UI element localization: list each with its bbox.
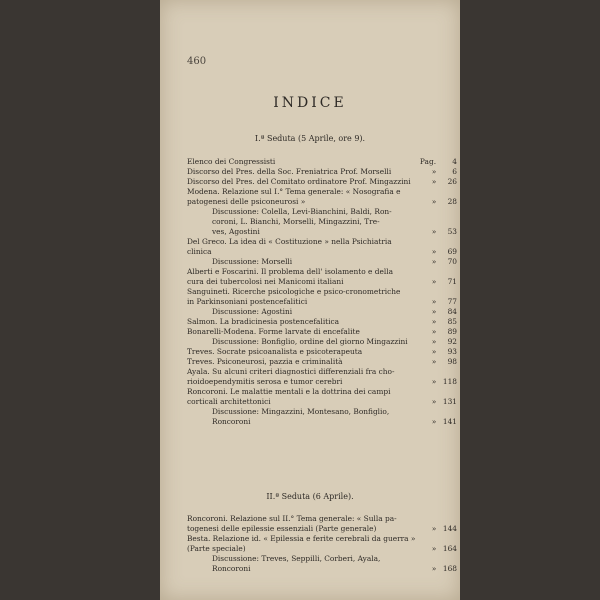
- toc-entry: [187, 357, 457, 367]
- toc-page-number: 141: [442, 417, 457, 426]
- toc-page-marker: »: [431, 397, 437, 406]
- toc-page-number: 6: [452, 167, 457, 176]
- toc-entry: [187, 367, 457, 387]
- toc-page-marker: »: [431, 257, 437, 266]
- toc-page-number: 53: [447, 227, 457, 236]
- toc-entry-text: Treves. Socrate psicoanalista e psicoterapeuta: [187, 347, 363, 356]
- toc-entry-text: ves, Agostini: [212, 227, 260, 236]
- toc-entry-text: corticali architettonici: [187, 397, 271, 406]
- toc-page-number: 84: [447, 307, 457, 316]
- toc-entry-text: Discussione: Morselli: [212, 257, 293, 266]
- toc-page-marker: »: [431, 524, 437, 533]
- toc-entry: [187, 554, 457, 574]
- toc-entry: [187, 237, 457, 257]
- toc-page-number: 98: [447, 357, 457, 366]
- toc-entry-text: (Parte speciale): [187, 544, 246, 553]
- toc-entry-text: Elenco dei Congressisti: [187, 157, 276, 166]
- toc-page-marker: »: [431, 307, 437, 316]
- toc-page-number: 92: [447, 337, 457, 346]
- toc-entry-text: rioidoependymitis serosa e tumor cerebri: [187, 377, 343, 386]
- toc-entry: [187, 177, 457, 187]
- toc-page-marker: »: [431, 327, 437, 336]
- toc-entry: [187, 167, 457, 177]
- toc-page-number: 71: [447, 277, 457, 286]
- toc-page-marker: »: [431, 247, 437, 256]
- toc-entry: [187, 287, 457, 307]
- toc-section-1: [187, 157, 457, 427]
- toc-entry: [187, 157, 457, 167]
- toc-page-number: 4: [452, 157, 457, 166]
- toc-entry: [187, 207, 457, 237]
- toc-entry: [187, 307, 457, 317]
- toc-entry-text: Roncoroni. Le malattie mentali e la dottrina dei campi: [187, 387, 391, 396]
- toc-entry: [187, 317, 457, 327]
- toc-entry: [187, 347, 457, 357]
- toc-page-number: 77: [447, 297, 457, 306]
- session-heading-2: II.ª Seduta (6 Aprile).: [266, 492, 354, 501]
- toc-entry-text: clinica: [187, 247, 212, 256]
- toc-entry-text: in Parkinsoniani postencefalitici: [187, 297, 308, 306]
- toc-page-marker: »: [431, 197, 437, 206]
- toc-page-marker: »: [431, 357, 437, 366]
- toc-entry-text: Ayala. Su alcuni criteri diagnostici differenziali fra cho-: [187, 367, 395, 376]
- page-number: 460: [187, 56, 207, 67]
- toc-page-marker: »: [431, 167, 437, 176]
- toc-entry-text: cura dei tubercolosi nei Manicomi italiani: [187, 277, 344, 286]
- toc-entry-text: Discussione: Mingazzini, Montesano, Bonfiglio,: [212, 407, 390, 416]
- toc-entry-text: Del Greco. La idea di « Costituzione » nella Psichiatria: [187, 237, 392, 246]
- toc-page-marker: »: [431, 564, 437, 573]
- toc-entry-text: Discussione: Colella, Levi-Bianchini, Baldi, Ron-: [212, 207, 392, 216]
- toc-page-number: 164: [442, 544, 457, 553]
- toc-entry-text: Discussione: Treves, Seppilli, Corberi, Ayala,: [212, 554, 381, 563]
- toc-entry-text: Besta. Relazione id. « Epilessia e ferite cerebrali da guerra »: [187, 534, 416, 543]
- toc-page-marker: Pag.: [419, 157, 437, 166]
- toc-entry-text: Discorso del Pres. del Comitato ordinatore Prof. Mingazzini: [187, 177, 411, 186]
- toc-page-marker: »: [431, 277, 437, 286]
- toc-entry-text: coroni, L. Bianchi, Morselli, Mingazzini, Tre-: [212, 217, 380, 226]
- session-heading-1: I.ª Seduta (5 Aprile, ore 9).: [254, 134, 366, 143]
- toc-entry-text: Modena. Relazione sul I.° Tema generale: « Nosografia e: [187, 187, 401, 196]
- page-title: INDICE: [273, 95, 347, 111]
- toc-page-marker: »: [431, 377, 437, 386]
- toc-page-marker: »: [431, 227, 437, 236]
- toc-entry-text: Bonarelli-Modena. Forme larvate di encefalite: [187, 327, 360, 336]
- toc-page-number: 69: [447, 247, 457, 256]
- toc-entry-text: togenesi delle epilessie essenziali (Parte generale): [187, 524, 377, 533]
- toc-entry-text: Discorso del Pres. della Soc. Freniatrica Prof. Morselli: [187, 167, 392, 176]
- toc-page-number: 85: [447, 317, 457, 326]
- toc-entry-text: Roncoroni: [212, 417, 251, 426]
- toc-page-marker: »: [431, 544, 437, 553]
- toc-entry-text: Sanguineti. Ricerche psicologiche e psico-cronometriche: [187, 287, 401, 296]
- toc-entry-text: Salmon. La bradicinesia postencefalitica: [187, 317, 340, 326]
- toc-entry-text: Alberti e Foscarini. Il problema dell' isolamento e della: [187, 267, 394, 276]
- toc-page-number: 131: [442, 397, 457, 406]
- toc-entry-text: Roncoroni. Relazione sul II.° Tema generale: « Sulla pa-: [187, 514, 397, 523]
- toc-entry: [187, 407, 457, 427]
- toc-entry: [187, 327, 457, 337]
- toc-entry-text: patogenesi delle psiconeurosi »: [187, 197, 306, 206]
- toc-entry: [187, 387, 457, 407]
- toc-page-marker: »: [431, 297, 437, 306]
- toc-page-marker: »: [431, 317, 437, 326]
- toc-page-marker: »: [431, 337, 437, 346]
- toc-entry-text: Discussione: Agostini: [212, 307, 293, 316]
- toc-entry: [187, 534, 457, 554]
- toc-page-marker: »: [431, 177, 437, 186]
- toc-entry: [187, 514, 457, 534]
- toc-entry: [187, 257, 457, 267]
- toc-page-number: 28: [447, 197, 457, 206]
- toc-page-number: 144: [442, 524, 457, 533]
- toc-entry: [187, 267, 457, 287]
- toc-page-number: 70: [447, 257, 457, 266]
- toc-page-marker: »: [431, 347, 437, 356]
- toc-entry-text: Discussione: Bonfiglio, ordine del giorno Mingazzini: [212, 337, 408, 346]
- book-page: [160, 0, 460, 600]
- toc-page-marker: »: [431, 417, 437, 426]
- toc-entry: [187, 337, 457, 347]
- toc-entry: [187, 187, 457, 207]
- toc-page-number: 168: [442, 564, 457, 573]
- toc-page-number: 26: [447, 177, 457, 186]
- toc-section-2: [187, 514, 457, 574]
- toc-page-number: 93: [447, 347, 457, 356]
- toc-page-number: 89: [447, 327, 457, 336]
- toc-page-number: 118: [442, 377, 457, 386]
- toc-entry-text: Treves. Psiconeurosi, pazzia e criminalità: [187, 357, 343, 366]
- toc-entry-text: Roncoroni: [212, 564, 251, 573]
